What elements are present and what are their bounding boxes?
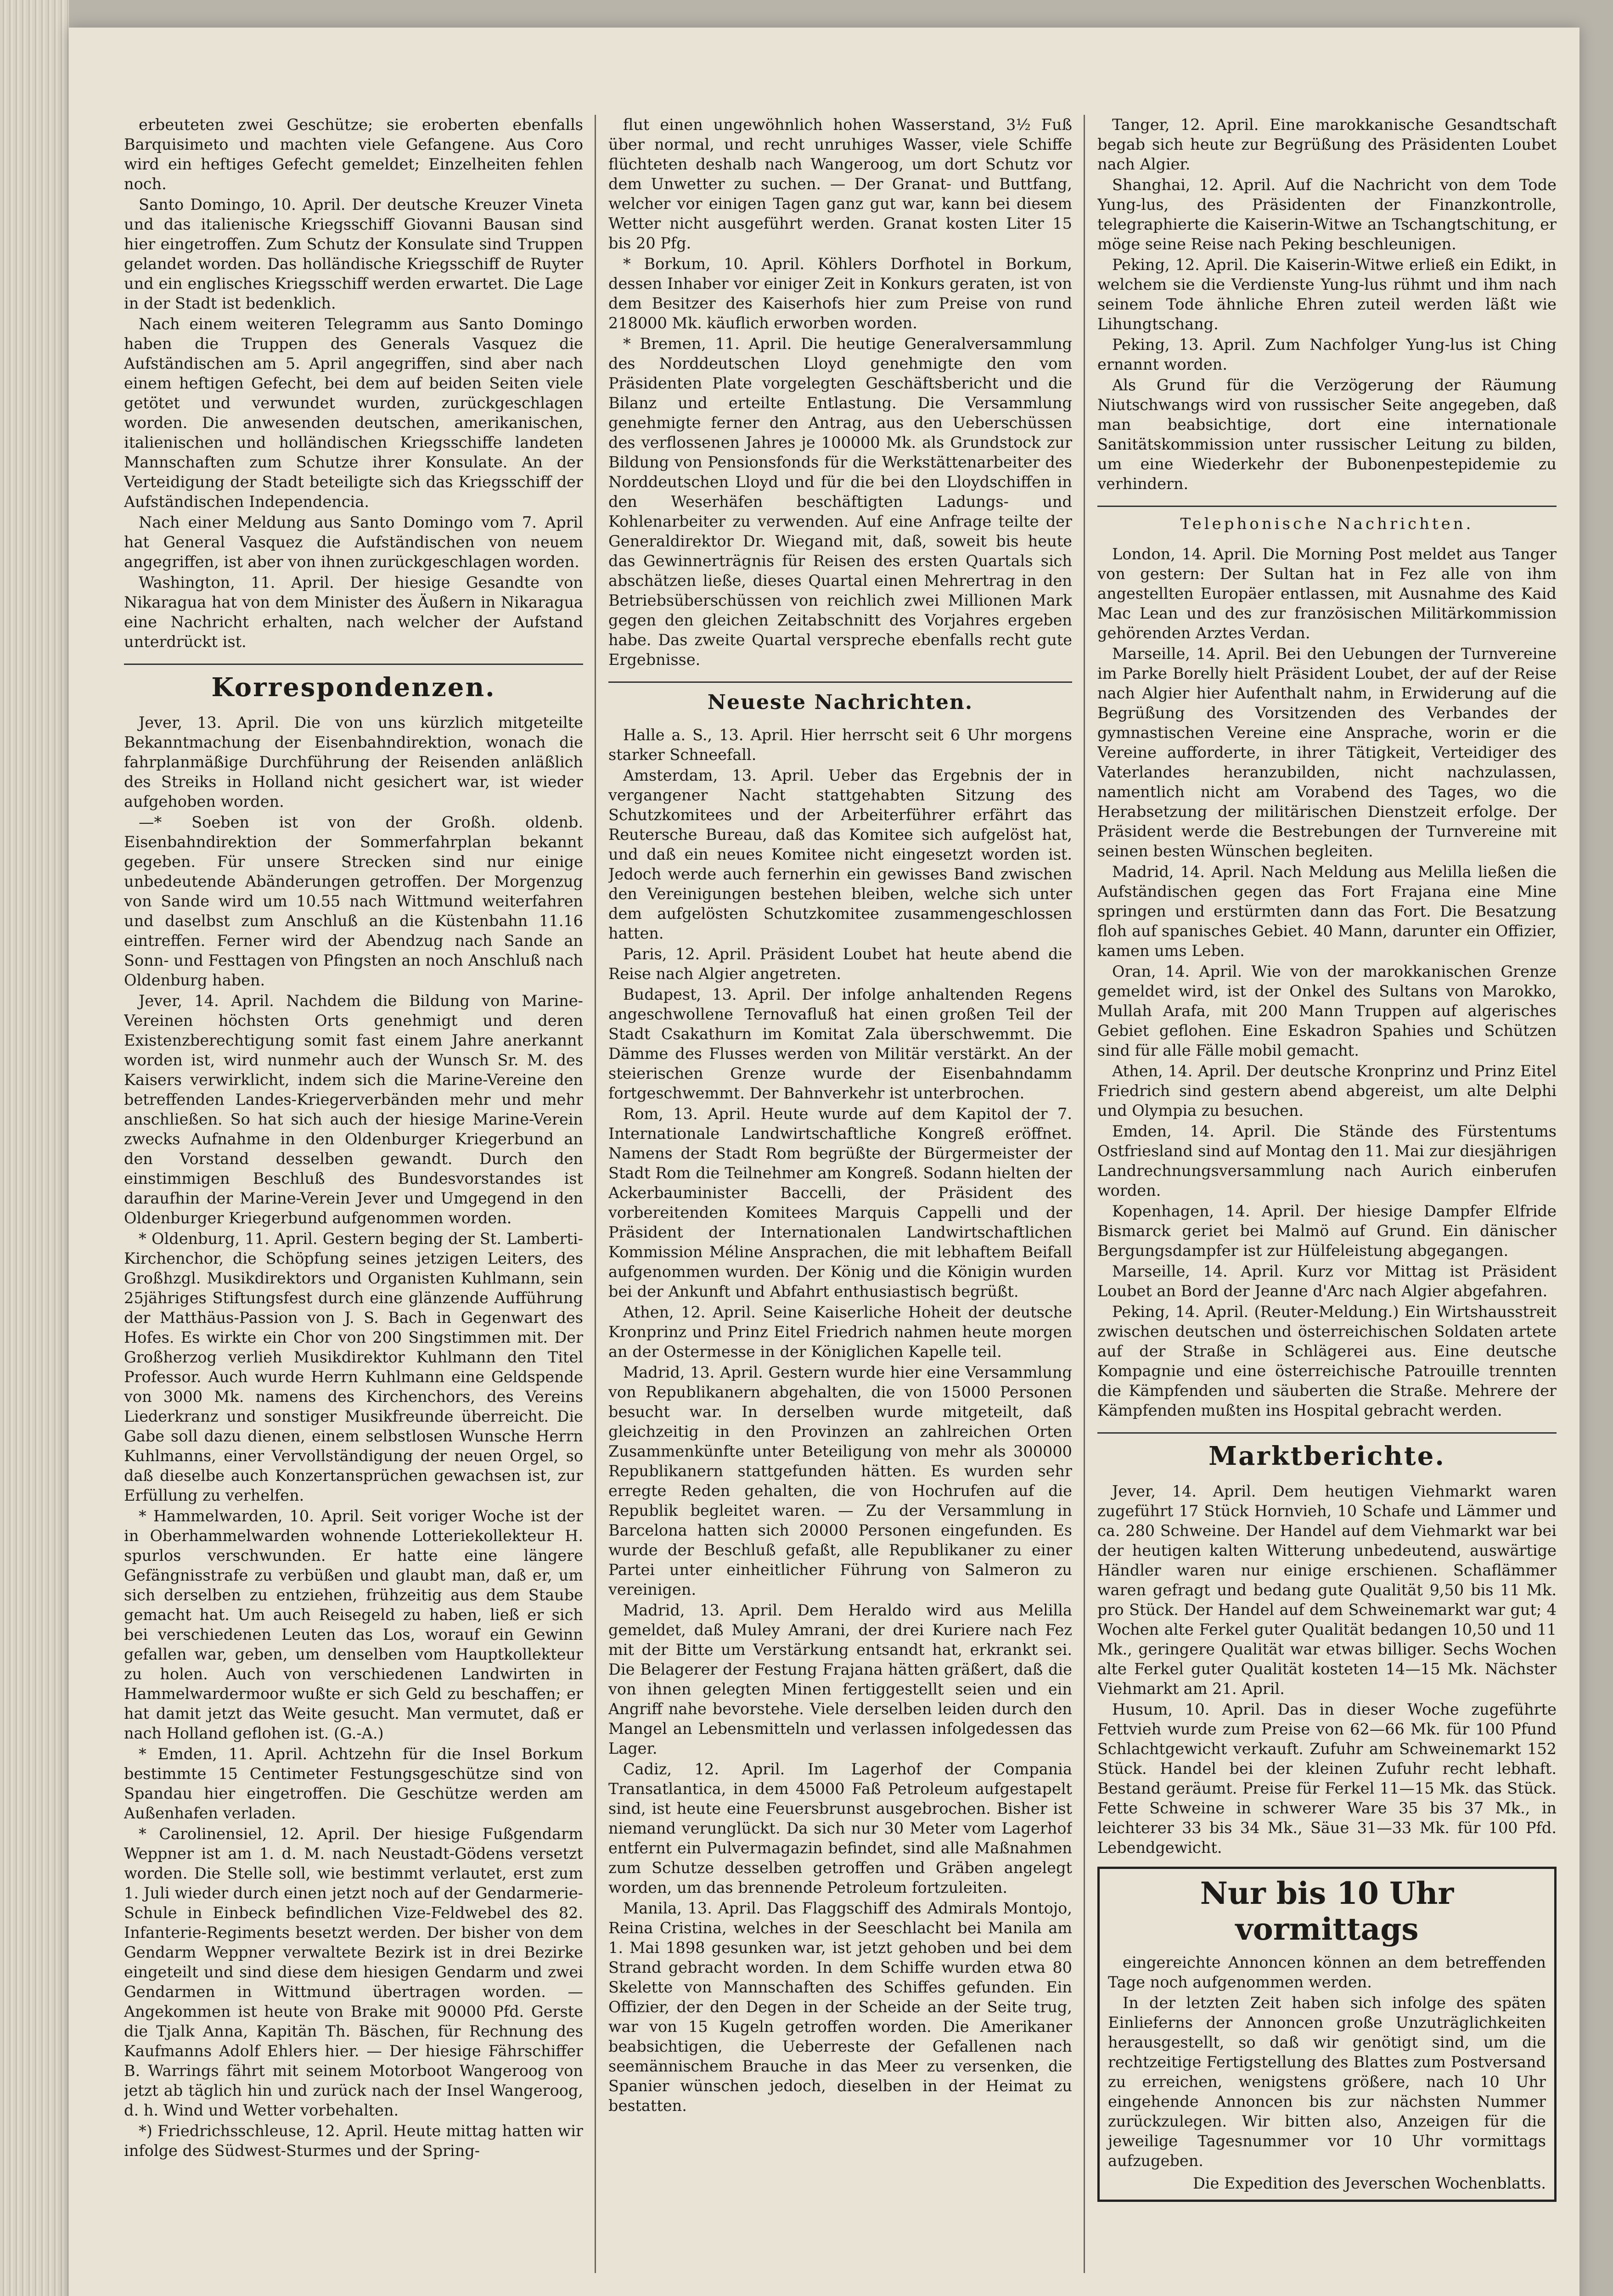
article-paragraph: Tanger, 12. April. Eine marokkanische Gesandtschaft begab sich heute zur Begrüßung des Präsidenten Loubet nach Algier. [1097, 116, 1557, 173]
article-paragraph: * Borkum, 10. April. Köhlers Dorfhotel in Borkum, dessen Inhaber vor einiger Zeit in Konkurs geraten, ist von dem Besitzer des Kaiserhofs hier zum Preise von rund 218000 Mk. käuflich erworben worden. [608, 255, 1072, 332]
article-paragraph: Marseille, 14. April. Bei den Uebungen der Turnvereine im Parke Borelly hielt Präsident Loubet, der auf der Reise nach Algier hier Aufenthalt nahm, in Erwiderung auf die Begrüßung des Vorsitzenden des Verbandes der gymnastischen Vereine eine Ansprache, worin er die Vereine aufforderte, in ihrer Tätigkeit, Verteidiger des Vaterlandes heranzubilden, nicht nachzulassen, namentlich nicht am Vorabend des Tages, wo die Herabsetzung der militärischen Dienstzeit erfolge. Der Präsident werde die Bestrebungen der Turnvereine mit seinen besten Wünschen begleiten. [1097, 645, 1557, 860]
article-paragraph: Jever, 13. April. Die von uns kürzlich mitgeteilte Bekanntmachung der Eisenbahndirektion, wonach die fahrplanmäßige Durchführung der Reisenden anläßlich des Streiks in Holland nicht gesichert war, ist wieder aufgehoben worden. [124, 714, 583, 810]
article-paragraph: Jever, 14. April. Dem heutigen Viehmarkt waren zugeführt 17 Stück Hornvieh, 10 Schafe und Lämmer und ca. 280 Schweine. Der Handel auf dem Viehmarkt war bei der heutigen kalten Witterung unbedeutend, auswärtige Händler waren nur einige erschienen. Schaflämmer waren gefragt und bedang gute Qualität 9,50 bis 11 Mk. pro Stück. Der Handel auf dem Schweinemarkt war gut; 4 Wochen alte Ferkel guter Qualität bedangen 10,50 und 11 Mk., geringere Qualität war etwas billiger. Sechs Wochen alte Ferkel guter Qualität kosteten 14—15 Mk. Nächster Viehmarkt am 21. April. [1097, 1482, 1557, 1698]
article-paragraph: —* Soeben ist von der Großh. oldenb. Eisenbahndirektion der Sommerfahrplan bekannt gegeben. Für unsere Strecken sind nur einige unbedeutende Abänderungen getroffen. Der Morgenzug von Sande wird um 10.55 nach Wittmund weiterfahren und daselbst zum Anschluß an die Küstenbahn 11.16 eintreffen. Ferner wird der Abendzug nach Sande an Sonn- und Festtagen von Pfingsten an noch Anschluß nach Oldenburg haben. [124, 813, 583, 989]
page-edge [0, 0, 69, 2296]
notice-paragraph: eingereichte Annoncen können an dem betreffenden Tage noch aufgenommen werden. [1108, 1953, 1546, 1991]
article-paragraph: Amsterdam, 13. April. Ueber das Ergebnis der in vergangener Nacht stattgehabten Sitzung des Schutzkomitees und der Arbeiterführer erfährt das Reutersche Bureau, daß das Komitee sich aufgelöst hat, und daß ein neues Komitee nicht eingesetzt worden ist. Jedoch werde auch fernerhin ein gewisses Band zwischen den Vereinigungen bestehen bleiben, welche sich unter dem aufgelösten Schutzkomitee zusammengeschlossen hatten. [608, 766, 1072, 942]
article-paragraph: Halle a. S., 13. April. Hier herrscht seit 6 Uhr morgens starker Schneefall. [608, 726, 1072, 764]
article-paragraph: * Hammelwarden, 10. April. Seit voriger Woche ist der in Oberhammelwarden wohnende Lotteriekollekteur H. spurlos verschwunden. Er hatte eine längere Gefängnisstrafe zu verbüßen und glaubt man, daß er, um sich derselben zu entziehen, frühzeitig aus dem Staube gemacht hat. Um auch Reisegeld zu haben, ließ er sich bei verschiedenen Leuten das Los, worauf ein Gewinn gefallen war, geben, um denselben vom Hauptkollekteur zu holen. Auch von verschiedenen Landwirten in Hammelwardermoor wußte er sich Geld zu beschaffen; er hat damit jetzt das Weite gesucht. Man vermutet, daß er nach Holland geflohen ist. (G.-A.) [124, 1507, 583, 1742]
article-paragraph: erbeuteten zwei Geschütze; sie eroberten ebenfalls Barquisimeto und machten viele Gefangene. Aus Coro wird ein heftiges Gefecht gemeldet; Einzelheiten fehlen noch. [124, 116, 583, 193]
newspaper-page [69, 28, 1579, 2296]
article-paragraph: Cadiz, 12. April. Im Lagerhof der Compania Transatlantica, in dem 45000 Faß Petroleum aufgestapelt sind, ist heute eine Feuersbrunst ausgebrochen. Bisher ist niemand verunglückt. Da sich nur 30 Meter vom Lagerhof entfernt ein Pulvermagazin befindet, sind alle Maßnahmen zum Schutze desselben getroffen und Gräben angelegt worden, um das brennende Petroleum fortzuleiten. [608, 1760, 1072, 1896]
article-paragraph: Nach einem weiteren Telegramm aus Santo Domingo haben die Truppen des Generals Vasquez die Aufständischen am 5. April angegriffen, sind aber nach einem heftigen Gefecht, bei dem auf beiden Seiten viele getötet und verwundet wurden, zurückgeschlagen worden. Die anwesenden deutschen, amerikanischen, italienischen und holländischen Kriegsschiffe landeten Mannschaften zum Schutze ihrer Konsulate. An der Verteidigung der Stadt beteiligte sich das Kriegsschiff der Aufständischen Independencia. [124, 315, 583, 511]
article-paragraph: Peking, 14. April. (Reuter-Meldung.) Ein Wirtshausstreit zwischen deutschen und österreichischen Soldaten artete auf der Straße in Schlägerei aus. Eine deutsche Kompagnie und eine österreichische Patrouille trennten die Kämpfenden und säuberten die Straße. Mehrere der Kämpfenden mußten ins Hospital gebracht werden. [1097, 1303, 1557, 1419]
article-paragraph: Paris, 12. April. Präsident Loubet hat heute abend die Reise nach Algier angetreten. [608, 945, 1072, 983]
column-3 [1097, 115, 1557, 2273]
article-paragraph: Oran, 14. April. Wie von der marokkanischen Grenze gemeldet wird, ist der Onkel des Sultans von Marokko, Mullah Arafa, mit 200 Mann Truppen auf algerisches Gebiet geflohen. Eine Eskadron Spahies und Schützen sind für alle Fälle mobil gemacht. [1097, 962, 1557, 1059]
notice-box [1097, 1867, 1557, 2202]
article-paragraph: Nach einer Meldung aus Santo Domingo vom 7. April hat General Vasquez die Aufständischen von neuem angegriffen, ist aber von ihnen zurückgeschlagen worden. [124, 513, 583, 571]
article-paragraph: Athen, 14. April. Der deutsche Kronprinz und Prinz Eitel Friedrich sind gestern abend abgereist, um alte Delphi und Olympia zu besuchen. [1097, 1062, 1557, 1120]
section-heading: Neueste Nachrichten. [608, 681, 1072, 715]
article-paragraph: *) Friedrichsschleuse, 12. April. Heute mittag hatten wir infolge des Südwest-Sturmes und der Spring- [124, 2122, 583, 2160]
article-paragraph: * Emden, 11. April. Achtzehn für die Insel Borkum bestimmte 15 Centimeter Festungsgeschütze sind von Spandau hier eingetroffen. Die Geschütze werden am Außenhafen verladen. [124, 1745, 583, 1822]
column-1 [124, 115, 583, 2273]
article-paragraph: Peking, 12. April. Die Kaiserin-Witwe erließ ein Edikt, in welchem sie die Verdienste Yung-lus rühmt und ihm nach seinem Tode ähnliche Ehren zuteil werden läßt wie Lihungtschang. [1097, 256, 1557, 333]
notice-title: Nur bis 10 Uhr vormittags [1200, 1875, 1454, 1947]
article-paragraph: London, 14. April. Die Morning Post meldet aus Tanger von gestern: Der Sultan hat in Fez alle von ihm angestellten Europäer entlassen, mit Ausnahme des Kaid Mac Lean und des zur französischen Militärkommission gehörenden Arztes Verdan. [1097, 545, 1557, 642]
article-paragraph: Rom, 13. April. Heute wurde auf dem Kapitol der 7. Internationale Landwirtschaftliche Kongreß eröffnet. Namens der Stadt Rom begrüßte der Bürgermeister der Stadt Rom die Teilnehmer am Kongreß. Sodann hielten der Ackerbauminister Baccelli, der Präsident des vorbereitenden Komitees Marquis Cappelli und der Präsident der Internationalen Landwirtschaftlichen Kommission Méline Ansprachen, die mit lebhaftem Beifall aufgenommen wurden. Der König und die Königin wurden bei der Ankunft und Abfahrt enthusiastisch begrüßt. [608, 1105, 1072, 1300]
article-paragraph: * Oldenburg, 11. April. Gestern beging der St. Lamberti-Kirchenchor, die Schöpfung seines jetzigen Leiters, des Großhzgl. Musikdirektors und Organisten Kuhlmann, sein 25jähriges Stiftungsfest durch eine glänzende Aufführung der Matthäus-Passion von J. S. Bach in Gegenwart des Hofes. Es wirkte ein Chor von 200 Singstimmen mit. Der Großherzog verlieh Musikdirektor Kuhlmann den Titel Professor. Auch wurde Herrn Kuhlmann eine Geldspende von 3000 Mk. namens des Kirchenchors, des Vereins Liederkranz und sonstiger Musikfreunde überreicht. Die Gabe soll dazu dienen, einem selbstlosen Wunsche Herrn Kuhlmanns, einer Vervollständigung der neuen Orgel, so daß dieselbe auch Konzertansprüchen gewachsen ist, zur Erfüllung zu verhelfen. [124, 1230, 583, 1504]
article-paragraph: Madrid, 13. April. Gestern wurde hier eine Versammlung von Republikanern abgehalten, die von 15000 Personen besucht war. In derselben wurde mitgeteilt, daß gleichzeitig in den Provinzen an zahlreichen Orten Zusammenkünfte unter Beteiligung von mehr als 300000 Republikanern stattgefunden hätten. Es wurden sehr erregte Reden gehalten, die von Hochrufen auf die Republik begleitet waren. — Zu der Versammlung in Barcelona hatten sich 20000 Personen eingefunden. Es wurde der Beschluß gefaßt, alle Republikaner zu einer Partei unter einheitlicher Führung von Salmeron zu vereinigen. [608, 1363, 1072, 1598]
article-paragraph: Jever, 14. April. Nachdem die Bildung von Marine-Vereinen höchsten Orts genehmigt und deren Existenzberechtigung somit fast einem Jahre anerkannt worden ist, wird nunmehr auch der Wunsch Sr. M. des Kaisers verwirklicht, indem sich die Marine-Vereine den betreffenden Landes-Kriegerverbänden mehr und mehr anschließen. So hat sich auch der hiesige Marine-Verein zwecks Aufnahme in den Oldenburger Kriegerbund an den Vorstand desselben gewandt. Durch den einstimmigen Beschluß des Bundesvorstandes ist daraufhin der Marine-Verein Jever und Umgegend in den Oldenburger Kriegerbund aufgenommen worden. [124, 992, 583, 1227]
article-paragraph: Budapest, 13. April. Der infolge anhaltenden Regens angeschwollene Ternovafluß hat einen großen Teil der Stadt Csakathurn im Komitat Zala überschwemmt. Die Dämme des Flusses werden von Militär verstärkt. An der steierischen Grenze wurde der Eisenbahndamm fortgeschwemmt. Der Bahnverkehr ist unterbrochen. [608, 985, 1072, 1102]
article-paragraph: Washington, 11. April. Der hiesige Gesandte von Nikaragua hat von dem Minister des Äußern in Nikaragua eine Nachricht erhalten, nach welcher der Aufstand unterdrückt ist. [124, 574, 583, 651]
article-paragraph: Athen, 12. April. Seine Kaiserliche Hoheit der deutsche Kronprinz und Prinz Eitel Friedrich nahmen heute morgen an der Ostermesse in der Königlichen Kapelle teil. [608, 1303, 1072, 1361]
article-paragraph: Madrid, 13. April. Dem Heraldo wird aus Melilla gemeldet, daß Muley Amrani, der drei Kuriere nach Fez mit der Bitte um Verstärkung entsandt hat, erkrankt sei. Die Belagerer der Festung Frajana hätten gräßert, daß die von ihnen gelegten Minen fertiggestellt seien und ein Angriff nahe bevorstehe. Viele derselben leiden durch den Mangel an Lebensmitteln und verlassen infolgedessen das Lager. [608, 1601, 1072, 1757]
article-paragraph: Shanghai, 12. April. Auf die Nachricht von dem Tode Yung-lus, des Präsidenten der Finanzkontrolle, telegraphierte die Kaiserin-Witwe an Tschangtschitung, er möge seine Reise nach Peking beschleunigen. [1097, 176, 1557, 253]
column-2 [608, 115, 1072, 2273]
section-heading: Marktberichte. [1097, 1432, 1557, 1471]
article-paragraph: Manila, 13. April. Das Flaggschiff des Admirals Montojo, Reina Cristina, welches in der Seeschlacht bei Manila am 1. Mai 1898 gesunken war, ist jetzt gehoben und bei dem Strand gebracht worden. In dem Schiffe wurden etwa 80 Skelette von Mannschaften des Schiffes gefunden. Ein Offizier, der den Degen in der Scheide an der Seite trug, war von 15 Kugeln getroffen worden. Die Amerikaner beabsichtigen, die Ueberreste der Gefallenen nach seemännischem Brauche in das Meer zu versenken, die Spanier wünschen jedoch, dieselben in der Heimat zu bestatten. [608, 1899, 1072, 2115]
article-paragraph: Marseille, 14. April. Kurz vor Mittag ist Präsident Loubet an Bord der Jeanne d'Arc nach Algier abgefahren. [1097, 1262, 1557, 1300]
article-paragraph: Santo Domingo, 10. April. Der deutsche Kreuzer Vineta und das italienische Kriegsschiff Giovanni Bausan sind hier eingetroffen. Zum Schutz der Konsulate sind Truppen gelandet worden. Das holländische Kriegsschiff de Ruyter und ein englisches Kriegsschiff werden erwartet. Die Lage in der Stadt ist bedenklich. [124, 196, 583, 312]
article-paragraph: * Carolinensiel, 12. April. Der hiesige Fußgendarm Weppner ist am 1. d. M. nach Neustadt-Gödens versetzt worden. Die Stelle soll, wie bestimmt verlautet, erst zum 1. Juli wieder durch einen jetzt noch auf der Gendarmerie-Schule in Einbeck befindlichen Vize-Feldwebel des 82. Infanterie-Regiments besetzt werden. Der bisher von dem Gendarm Weppner verwaltete Bezirk ist in drei Bezirke eingeteilt und sind diese dem hiesigen Gendarm und zwei Gendarmen in Wittmund übertragen worden. — Angekommen ist heute von Brake mit 90000 Pfd. Gerste die Tjalk Anna, Kapitän Th. Bäschen, für Rechnung des Kaufmanns Adolf Ehlers hier. — Der hiesige Fährschiffer B. Warrings fährt mit seinem Motorboot Wangeroog von jetzt ab täglich hin und zurück nach der Insel Wangeroog, d. h. Wind und Wetter vorbehalten. [124, 1825, 583, 2119]
article-paragraph: Als Grund für die Verzögerung der Räumung Niutschwangs wird von russischer Seite angegeben, daß man beabsichtige, dort eine internationale Sanitätskommission unter russischer Leitung zu bilden, um eine Wiederkehr der Bubonenpestepidemie zu verhindern. [1097, 376, 1557, 493]
article-paragraph: * Bremen, 11. April. Die heutige Generalversammlung des Norddeutschen Lloyd genehmigte den vom Präsidenten Plate vorgelegten Geschäftsbericht und die Bilanz und erteilte Entlastung. Die Versammlung genehmigte ferner den Antrag, aus den Ueberschüssen des verflossenen Jahres je 100000 Mk. als Grundstock zur Bildung von Pensionsfonds für die Werkstättenarbeiter des Norddeutschen Lloyd und für die bei den Lloydschiffen in den Weserhäfen beschäftigten Ladungs- und Kohlenarbeiter zu verwenden. Auf eine Anfrage teilte der Generaldirektor Dr. Wiegand mit, daß, soweit bis heute das Gewinnerträgnis für Reisen des ersten Quartals sich abschätzen ließe, dieses Quartal einen Mehrertrag in den Betriebsüberschüssen von reichlich zwei Millionen Mark gegen den gleichen Zeitabschnitt des Vorjahres ergeben habe. Das zweite Quartal verspreche ebenfalls recht gute Ergebnisse. [608, 335, 1072, 669]
section-heading: Korrespondenzen. [124, 664, 583, 703]
notice-signature: Die Expedition des Jeverschen Wochenblatts. [1192, 2174, 1546, 2192]
article-paragraph: Kopenhagen, 14. April. Der hiesige Dampfer Elfride Bismarck geriet bei Malmö auf Grund. Ein dänischer Bergungsdampfer ist zur Hülfeleistung abgegangen. [1097, 1202, 1557, 1260]
article-paragraph: Peking, 13. April. Zum Nachfolger Yung-lus ist Ching ernannt worden. [1097, 336, 1557, 373]
article-paragraph: Madrid, 14. April. Nach Meldung aus Melilla ließen die Aufständischen gegen das Fort Frajana eine Mine springen und erstürmten dann das Fort. Die Besatzung floh auf spanisches Gebiet. 40 Mann, darunter ein Offizier, kamen ums Leben. [1097, 863, 1557, 960]
column-rule [595, 115, 596, 2273]
column-rule [1084, 115, 1085, 2273]
article-paragraph: Husum, 10. April. Das in dieser Woche zugeführte Fettvieh wurde zum Preise von 62—66 Mk. für 100 Pfund Schlachtgewicht verkauft. Zufuhr am Schweinemarkt 152 Stück. Handel bei der kleinen Zufuhr recht lebhaft. Bestand geräumt. Preise für Ferkel 11—15 Mk. das Stück. Fette Schweine in schwerer Ware 35 bis 37 Mk., in leichterer 33 bis 34 Mk., Säue 31—33 Mk. für 100 Pfd. Lebendgewicht. [1097, 1700, 1557, 1857]
article-paragraph: Emden, 14. April. Die Stände des Fürstentums Ostfriesland sind auf Montag den 11. Mai zur diesjährigen Landrechnungsversammlung nach Aurich einberufen worden. [1097, 1122, 1557, 1199]
article-paragraph: flut einen ungewöhnlich hohen Wasserstand, 3½ Fuß über normal, und recht unruhiges Wasser, viele Schiffe flüchteten deshalb nach Wangeroog, um dort Schutz vor dem Unwetter zu suchen. — Der Granat- und Buttfang, welcher vor einigen Tagen ganz gut war, kann bei diesem Wetter nicht ausgeführt werden. Granat kosten Liter 15 bis 20 Pfg. [608, 116, 1072, 252]
notice-paragraph: In der letzten Zeit haben sich infolge des späten Einlieferns der Annoncen große Unzuträglichkeiten herausgestellt, so daß wir genötigt sind, um die rechtzeitige Fertigstellung des Blattes zum Postversand zu erreichen, wenigstens größere, nach 10 Uhr eingehende Annoncen bis zur nächsten Nummer zurückzulegen. Wir bitten also, Anzeigen für die jeweilige Tagesnummer vor 10 Uhr vormittags aufzugeben. [1108, 1994, 1546, 2170]
section-heading: Telephonische Nachrichten. [1097, 506, 1557, 534]
